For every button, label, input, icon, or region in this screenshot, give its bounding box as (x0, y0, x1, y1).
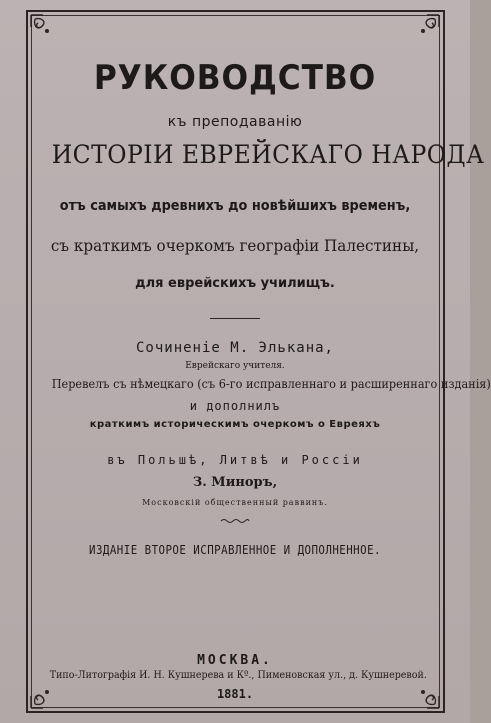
regions-line: въ Польшѣ, Литвѣ и Россіи (107, 453, 363, 467)
translated-line: Перевелъ съ нѣмецкаго (съ 6-го исправленнаго и расширеннаго изданія) (51, 377, 491, 391)
edition-line: ИЗДАНІЕ ВТОРОЕ ИСПРАВЛЕННОЕ И ДОПОЛНЕННОЕ. (89, 543, 381, 557)
author-line: Сочиненіе М. Элькана, (135, 340, 334, 356)
rabbi-line: Московскій общественный раввинъ. (142, 498, 328, 507)
history-title: ИСТОРІИ ЕВРЕЙСКАГО НАРОДА (51, 140, 485, 169)
schools-line: для еврейскихъ училищъ. (135, 276, 335, 291)
supplemented-line: и дополнилъ (189, 399, 281, 413)
ornament-corner-icon (29, 13, 63, 47)
essay-line: краткимъ историческимъ очеркомъ о Евреяхъ (89, 419, 381, 430)
subtitle-preposition: къ преподаванію (167, 114, 303, 130)
book-title: РУКОВОДСТВО (93, 58, 377, 98)
divider-rule (210, 318, 260, 319)
city-line: МОСКВА. (197, 653, 273, 668)
palestine-line: съ краткимъ очеркомъ географіи Палестины, (50, 236, 420, 255)
ornament-squiggle-icon (220, 518, 250, 524)
printer-line: Типо-Литографія И. Н. Кушнерева и Кº., Пименовская ул., д. Кушнеревой. (49, 670, 427, 681)
author-role: Еврейскаго учителя. (185, 361, 285, 371)
ornament-corner-icon (407, 13, 441, 47)
translator-name: З. Миноръ, (192, 475, 278, 490)
period-line: отъ самыхъ древнихъ до новѣйшихъ временъ, (59, 198, 411, 214)
year-line: 1881. (216, 687, 254, 701)
